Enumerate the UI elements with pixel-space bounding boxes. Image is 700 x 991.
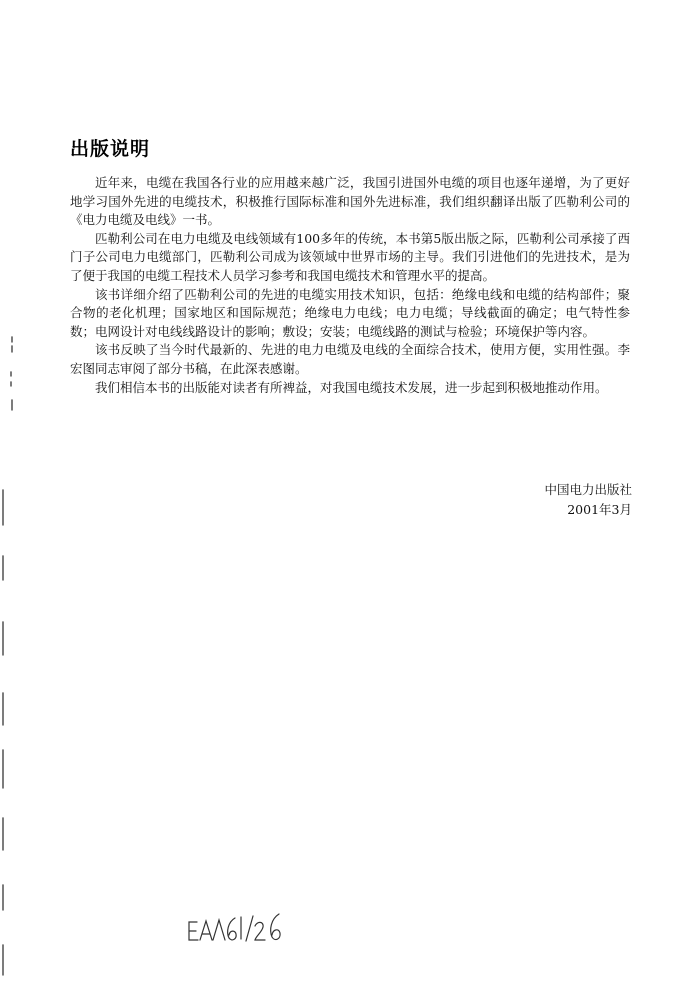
paragraph-1: 近年来，电缆在我国各行业的应用越来越广泛，我国引进国外电缆的项目也逐年递增，为了更好地学习国外先进的电缆技术，积极推行国际标准和国外先进标准，我们组织翻译出版了匹勒利公司的《电力电缆及电线》一书。 [70, 175, 630, 228]
signature-block [544, 480, 632, 520]
handwritten-note [185, 908, 295, 948]
publication-date: 2001年3月 [567, 502, 632, 517]
paragraph-3: 该书详细介绍了匹勒利公司的先进的电缆实用技术知识，包括：绝缘电线和电缆的结构部件；聚合物的老化机理；国家地区和国际规范；绝缘电力电线；电力电缆；导线截面的确定；电气特性参数；电网设计对电线线路设计的影响；敷设；安装；电缆线路的测试与检验；环境保护等内容。 [70, 286, 630, 339]
paragraph-2: 匹勒利公司在电力电缆及电线领域有100多年的传统，本书第5版出版之际，匹勒利公司承接了西门子公司电力电缆部门，匹勒利公司成为该领域中世界市场的主导。我们引进他们的先进技术，是为了便于我国的电缆工程技术人员学习参考和我国电缆技术和管理水平的提高。 [70, 230, 630, 283]
publisher-name: 中国电力出版社 [544, 482, 632, 497]
paragraph-5: 我们相信本书的出版能对读者有所裨益，对我国电缆技术发展，进一步起到积极地推动作用。 [95, 379, 608, 395]
page-title: 出版说明 [70, 138, 151, 160]
margin-scan-marks [0, 0, 60, 991]
paragraph-4: 该书反映了当今时代最新的、先进的电力电缆及电线的全面综合技术，使用方便，实用性强。李宏图同志审阅了部分书稿，在此深表感谢。 [70, 342, 630, 376]
body-text [70, 174, 630, 397]
